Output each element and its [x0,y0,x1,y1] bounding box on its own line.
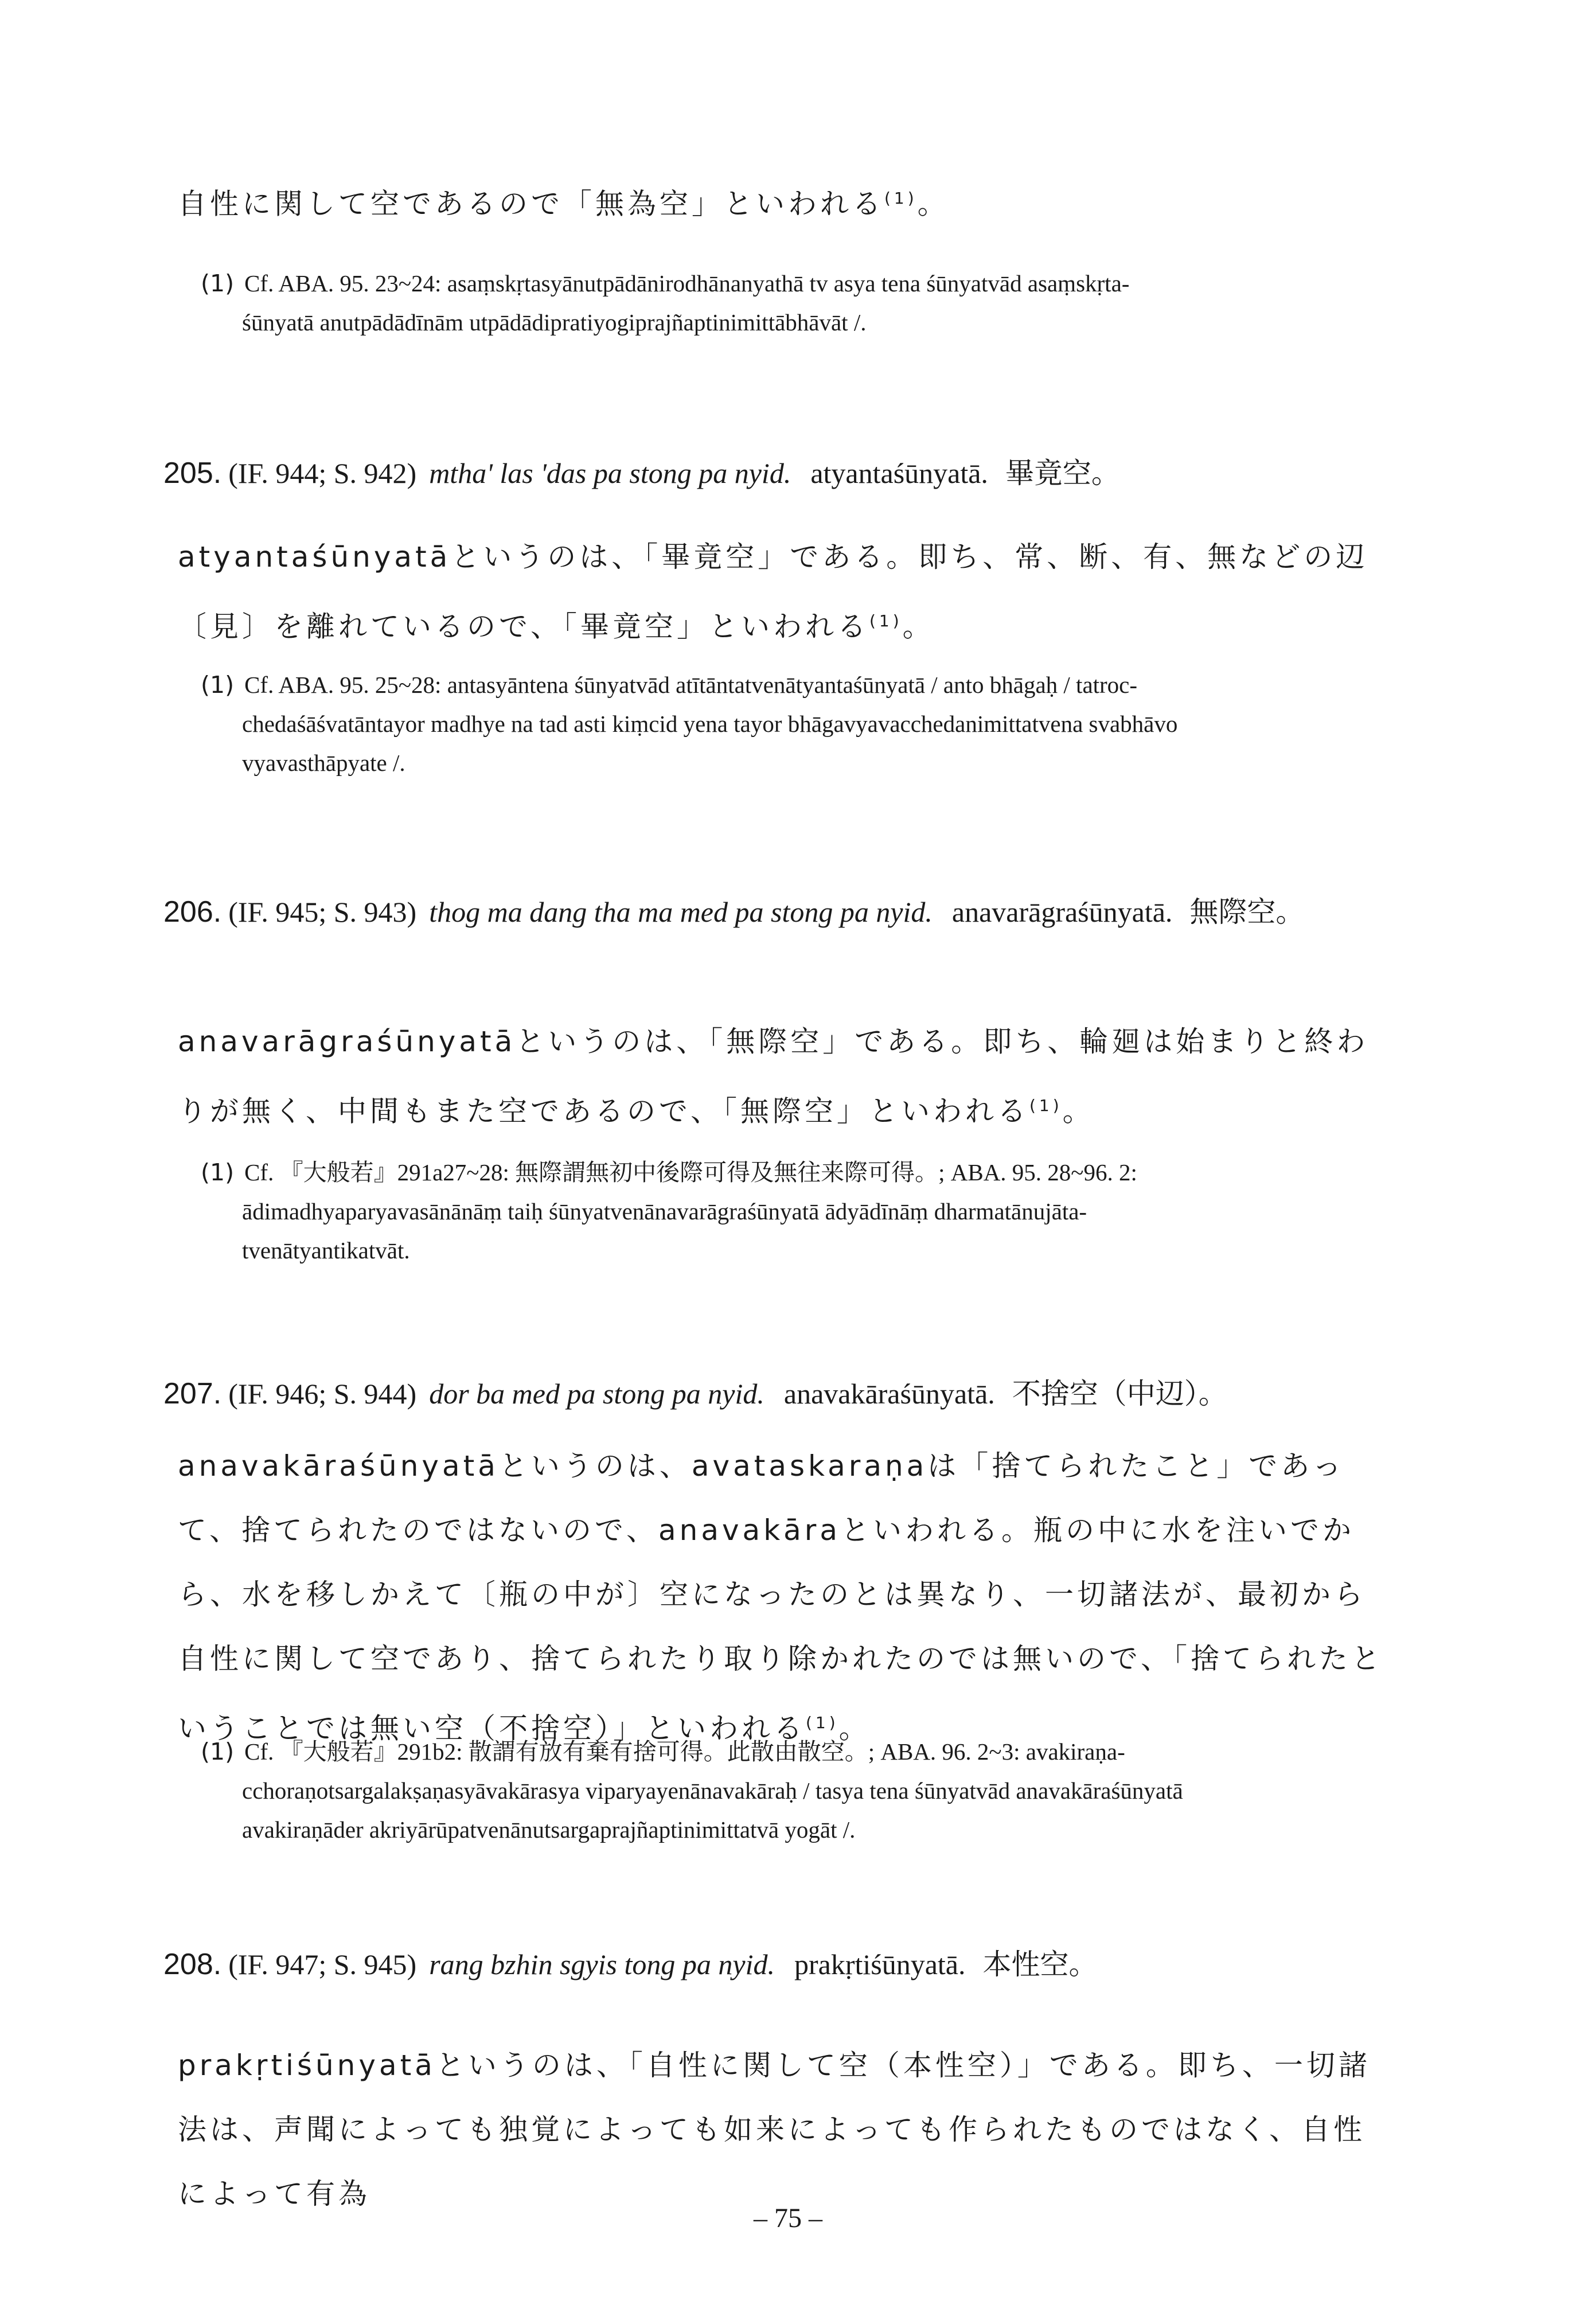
footnote-number: (1) [201,270,235,297]
entry-number: 207. [163,1377,222,1410]
chinese-term: 無際空。 [1189,895,1305,929]
entry-end: 。 [902,610,935,644]
entry-206-footnote [201,1153,1399,1270]
footnote-line: ādimadhyaparyavasānānāṃ taiḥ śūnyatvenānavarāgraśūnyatā ādyādīnāṃ dharmatānujāta- [242,1198,1087,1225]
entry-body: anavakāraśūnyatāというのは、avataskaraṇaは「捨てられたこと」であって、捨てられたのではないので、anavakāraといわれる。瓶の中に水を注いでから、水を移しかえて〔瓶の中が〕空になったのとは異なり、一切諸法が、最初から自性に関して空であり、捨てられたり取り除かれたのでは無いので、「捨てられたということでは無い空（不捨空）」といわれる [178,1449,1383,1745]
intro-paragraph [178,166,1394,236]
entry-ref: (IF. 946; S. 944) [228,1378,417,1410]
entry-body: atyantaśūnyatāというのは、「畢竟空」である。即ち、常、断、有、無などの辺〔見〕を離れているので、「畢竟空」といわれる [178,540,1368,644]
footnote-line: tvenātyantikatvāt. [242,1237,410,1264]
entry-205-footnote [201,665,1399,782]
tibetan-term: dor ba med pa stong pa nyid. [429,1378,764,1410]
footnote-number: (1) [201,671,235,699]
entry-ref: (IF. 944; S. 942) [228,457,417,489]
footnote-number: (1) [201,1159,235,1186]
entry-206-body [178,1009,1394,1144]
entry-number: 206. [163,895,222,929]
entry-ref: (IF. 945; S. 943) [228,896,417,928]
note-mark: (1) [869,611,903,630]
note-mark: (1) [806,1713,839,1732]
entry-body: anavarāgraśūnyatāというのは、「無際空」である。即ち、輪廻は始まりと終わりが無く、中間もまた空であるので、「無際空」といわれる [178,1025,1369,1128]
tibetan-term: thog ma dang tha ma med pa stong pa nyid. [429,896,933,928]
footnote-line: vyavasthāpyate /. [242,750,405,776]
footnote-line: Cf. ABA. 95. 23~24: asaṃskṛtasyānutpādānirodhānanyathā tv asya tena śūnyatvād asaṃskṛta- [244,270,1130,297]
footnote-line: śūnyatā anutpādādīnām utpādādipratiyogiprajñaptinimittābhāvāt /. [242,309,867,336]
entry-207-body [178,1434,1394,1761]
footnote-line: Cf. 『大般若』291b2: 散謂有放有棄有捨可得。此散由散空。; ABA. 96. 2~3: avakiraṇa- [244,1738,1125,1765]
entry-207-footnote [201,1732,1399,1849]
tibetan-term: mtha' las 'das pa stong pa nyid. [429,457,791,489]
entry-end: 。 [838,1711,871,1745]
tibetan-term: rang bzhin sgyis tong pa nyid. [429,1948,775,1980]
footnote-number: (1) [201,1738,235,1765]
footnote [201,264,1399,342]
intro-text: 自性に関して空であるので「無為空」といわれる [178,187,884,221]
page-number: – 75 – [754,2203,822,2233]
footnote-line: Cf. 『大般若』291a27~28: 無際謂無初中後際可得及無往来際可得。; ABA. 95. 28~96. 2: [244,1159,1137,1186]
sanskrit-term: atyantaśūnyatā. [810,457,988,489]
entry-208-heading [163,1939,1396,1990]
entry-205-body [178,525,1394,659]
sanskrit-term: anavakāraśūnyatā. [783,1378,995,1410]
intro-end: 。 [917,187,950,221]
footnote-line: Cf. ABA. 95. 25~28: antasyāntena śūnyatvād atītāntatvenātyantaśūnyatā / anto bhāgaḥ / tatroc- [244,672,1138,698]
entry-end: 。 [1062,1094,1095,1128]
note-mark: (1) [1029,1096,1063,1115]
entry-206-heading [163,886,1396,938]
entry-208-body [178,2033,1394,2226]
entry-number: 208. [163,1948,222,1981]
chinese-term: 畢竟空。 [1005,457,1120,490]
entry-number: 205. [163,457,222,490]
footnote-line: chedaśāśvatāntayor madhye na tad asti kiṃcid yena tayor bhāgavyavacchedanimittatvena svabhāvo [242,711,1178,737]
entry-ref: (IF. 947; S. 945) [228,1948,417,1980]
footnote-line: avakiraṇāder akriyārūpatvenānutsargaprajñaptinimittatvā yogāt /. [242,1816,856,1843]
entry-205-heading [163,447,1396,499]
sanskrit-term: anavarāgraśūnyatā. [951,896,1173,928]
sanskrit-term: prakṛtiśūnyatā. [794,1948,966,1980]
chinese-term: 不捨空（中辺）。 [1012,1377,1227,1410]
note-mark: (1) [884,189,918,208]
entry-207-heading [163,1368,1396,1420]
entry-body: prakṛtiśūnyatāというのは、「自性に関して空（本性空）」である。即ち、一切諸法は、声聞によっても独覚によっても如来によっても作られたものではなく、自性によって有為 [178,2049,1371,2210]
chinese-term: 本性空。 [982,1948,1098,1981]
footnote-line: cchoraṇotsargalakṣaṇasyāvakārasya viparyayenānavakāraḥ / tasya tena śūnyatvād anavakāraśūnyatā [242,1777,1183,1804]
